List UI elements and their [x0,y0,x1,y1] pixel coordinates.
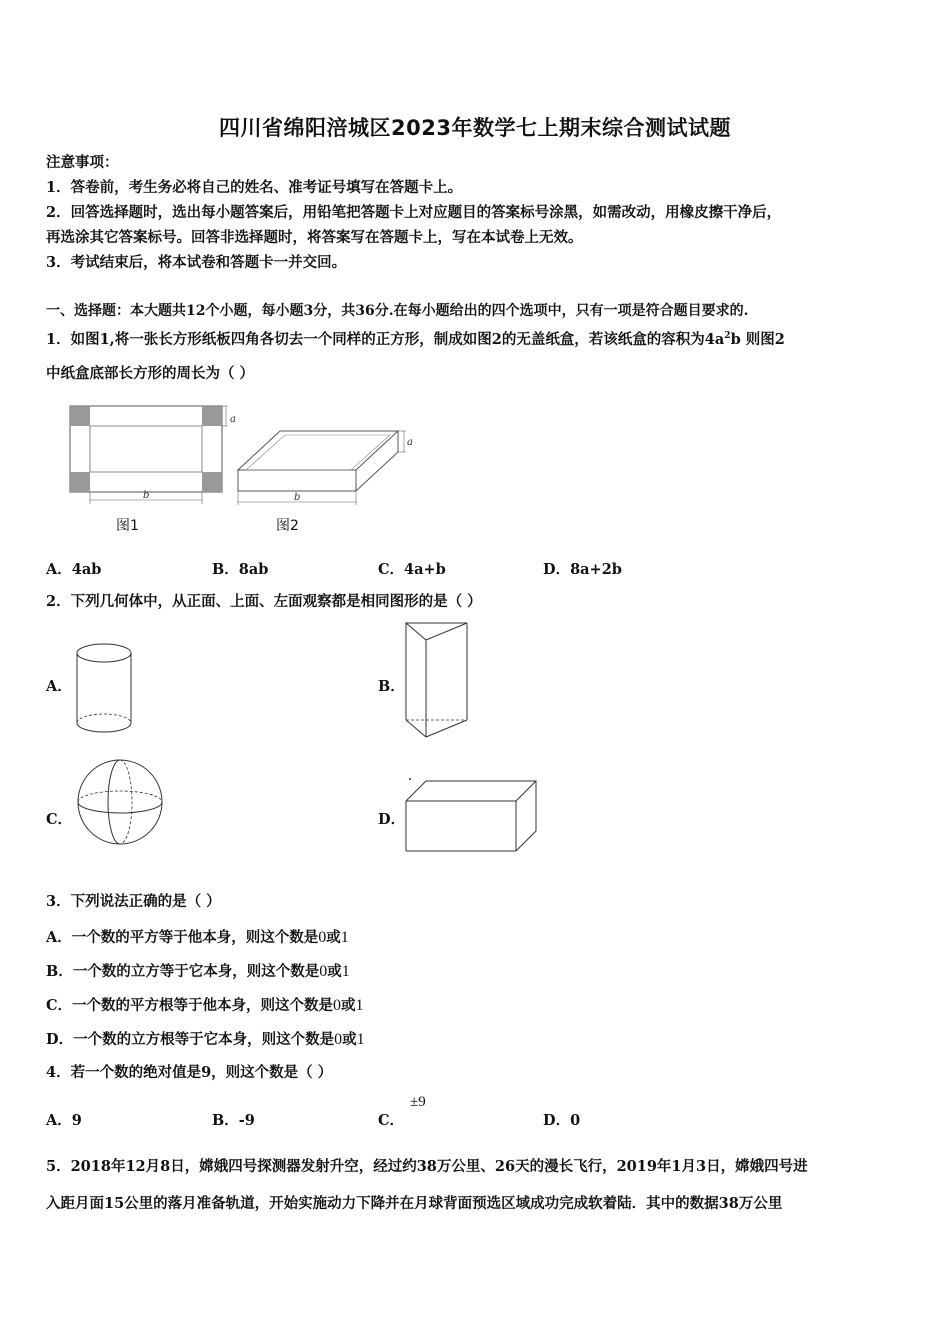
q2-option-d-label[interactable]: D． [378,811,406,828]
q4-option-c[interactable]: C． [378,1112,405,1129]
notice-item: 2．回答选择题时，选出每小题答案后，用铅笔把答题卡上对应题目的答案标号涂黑，如需改动，用橡皮擦干净后， [46,204,782,221]
q4-stem: 4．若一个数的绝对值是9，则这个数是（ ） [46,1064,333,1081]
notice-heading: 注意事项： [46,154,119,171]
q2-stem: 2．下列几何体中，从正面、上面、左面观察都是相同图形的是（ ） [46,593,482,610]
q1-option-c[interactable]: C．4a+b [378,561,446,578]
q3-option-a[interactable]: A．一个数的平方等于他本身，则这个数是0或1 [46,929,349,946]
q4-option-b[interactable]: B．-9 [212,1112,255,1129]
cuboid-figure [402,775,542,855]
corner-square [202,472,222,492]
q3-option-d[interactable]: D．一个数的立方根等于它本身，则这个数是0或1 [46,1031,365,1048]
dim-a-label: a [407,437,413,448]
q4-option-d[interactable]: D．0 [543,1112,581,1129]
notice-item: 再选涂其它答案标号。回答非选择题时，将答案写在答题卡上，写在本试卷上无效。 [46,229,583,246]
q1-figure2 [230,425,420,515]
q1-option-b[interactable]: B．8ab [212,561,269,578]
section-heading: 一、选择题：本大题共12个小题，每小题3分，共36分.在每小题给出的四个选项中，只有一项是符合题目要求的. [46,303,749,319]
triangular-prism-figure [400,620,475,745]
q1-figure1 [60,400,250,540]
cylinder-figure [70,640,140,740]
dim-a-label: a [230,414,236,425]
notice-item: 1．答卷前，考生务必将自己的姓名、准考证号填写在答题卡上。 [46,179,463,196]
q3-option-b[interactable]: B．一个数的立方等于它本身，则这个数是0或1 [46,963,350,980]
q1-option-d[interactable]: D．8a+2b [543,561,622,578]
q1-stem-line2: 中纸盒底部长方形的周长为（ ） [46,365,255,382]
figure2-label: 图2 [276,518,299,534]
q4-option-a[interactable]: A．9 [46,1112,82,1129]
sphere-figure [74,756,166,848]
dim-b-label: b [143,490,150,501]
q2-option-a-label[interactable]: A． [46,678,72,695]
q1-option-a[interactable]: A．4ab [46,561,102,578]
figure1-label: 图1 [116,518,139,534]
dim-b-label: b [294,492,301,503]
q5-stem-line1: 5．2018年12月8日，嫦娥四号探测器发射升空，经过约38万公里、26天的漫长飞行，2019年1月3日，嫦娥四号进 [46,1158,808,1175]
corner-square [202,406,222,426]
q4-option-c-value: ±9 [410,1094,426,1110]
q1-stem-line1: 1．如图1,将一张长方形纸板四角各切去一个同样的正方形，制成如图2的无盖纸盒，若该纸盒的容积为$4a^2b$ 则图2 [46,330,785,348]
q3-stem: 3．下列说法正确的是（ ） [46,893,221,910]
notice-item: 3．考试结束后，将本试卷和答题卡一并交回。 [46,254,347,271]
page-title: 四川省绵阳涪城区2023年数学七上期末综合测试试题 [219,116,731,140]
q2-option-c-label[interactable]: C． [46,811,73,828]
q3-option-c[interactable]: C．一个数的平方根等于他本身，则这个数是0或1 [46,997,364,1014]
corner-square [70,472,90,492]
corner-square [70,406,90,426]
q2-option-b-label[interactable]: B． [378,678,405,695]
q5-stem-line2: 入距月面15公里的落月准备轨道，开始实施动力下降并在月球背面预选区域成功完成软着陆．其中的数据38万公里 [46,1195,783,1212]
